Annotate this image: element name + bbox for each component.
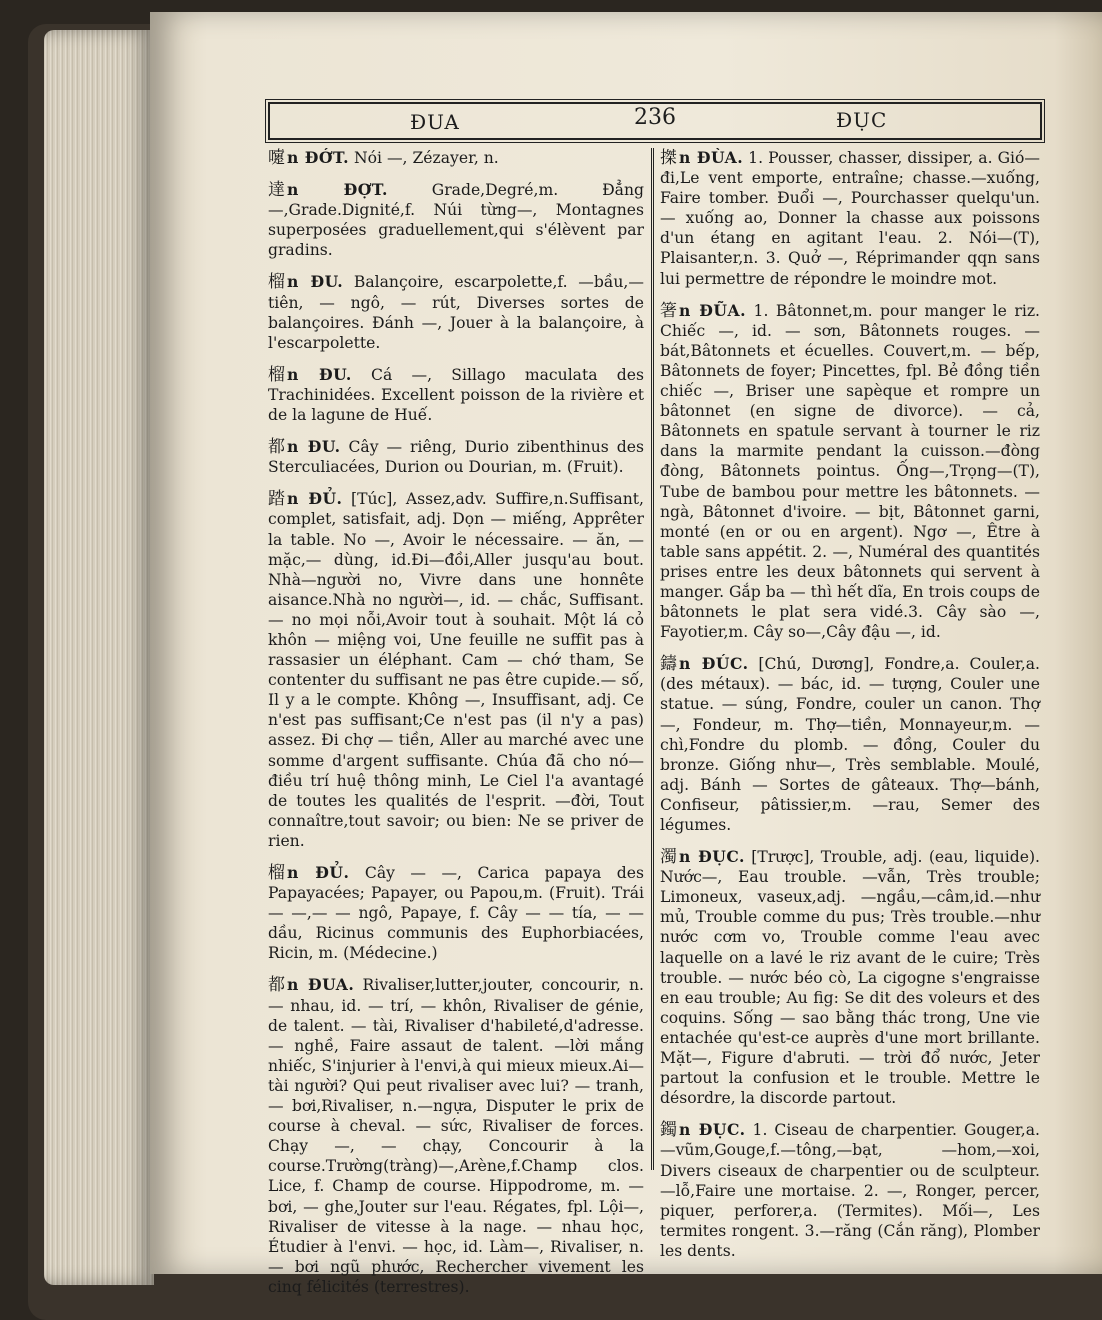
definition: Cá —, Sillago maculata des Trachinidées. Excellent poisson de la rivière et de la lagune de Huế. [268,365,644,425]
headword: n ĐÚC. [679,654,749,674]
headword: n ĐỤC. [679,847,745,867]
headword: n ĐU. [287,437,341,457]
headword: n ĐỚT. [287,148,350,167]
headword: n ĐÙA. [679,148,744,167]
headword: n ĐU. [287,272,344,292]
headword: n ĐỢT. [287,180,388,200]
running-header [268,102,1042,140]
page-number: 236 [634,105,676,130]
chinese-character: 榴 [268,364,285,385]
header-left-word: ĐUA [410,110,460,134]
headword: n ĐỦ. [287,489,343,509]
header-right-word: ĐỤC [836,108,888,132]
chinese-character: 都 [268,437,285,458]
right-column [660,148,1040,1273]
chinese-character: 濁 [660,847,677,868]
dictionary-entry [660,847,1040,1108]
dictionary-entry [660,301,1040,643]
definition: [Trược], Trouble, adj. (eau, liquide). Nước—, Eau trouble. —vẫn, Très trouble; Limoneux, vaseux,adj. —ngầu,—câm,id.—như mủ, Trouble comme du pus; Très trouble.—như nước cơm vo, Trouble comme l'eau avec laquelle on a lavé le riz avant de le cuire; Très trouble. — nước béo cò, La cigogne s'engraisse en eau trouble; Au fig: Se dit des voleurs et des coquins. Sống — sao bằng thác trong, Une vie entachée qu'est-ce auprès d'une mort brillante. Mặt—, Figure d'abruti. — trời đổ nước, Jeter partout la confusion et le trouble. Mettre le désordre, la discorde partout. [660,848,1040,1108]
definition: Cây — —, Carica papaya des Papayacées; Papayer, ou Papou,m. (Fruit). Trái— —,— — ngô, Papaye, f. Cây — — tía, — — dầu, Ricinus communis des Euphorbiacées, Ricin, m. (Médecine.) [268,864,644,963]
dictionary-entry [268,489,644,851]
page-edges [44,30,154,1285]
left-column [268,148,644,1309]
chinese-character: 鐲 [660,1120,677,1141]
dictionary-entry [268,437,644,477]
dictionary-entry [268,975,644,1297]
column-divider [651,148,654,1170]
headword: n ĐỤC. [679,1120,746,1140]
definition: 1. Ciseau de charpentier. Gouger,a. —vũm,Gouge,f.—tông,—bạt, —hom,—xoi, Divers ciseaux de charpentier ou de sculpteur.—lỗ,Faire une mortaise. 2. —, Ronger, percer, piquer, perforer,a. (Termites). Mối—, Les termites rongent. 3.—răng (Cắn răng), Plomber les dents. [660,1121,1040,1260]
definition: [Chú, Dương], Fondre,a. Couler,a. (des métaux). — bác, id. — tượng, Couler une statue. — súng, Fondre, couler un canon. Thợ —, Fondeur, m. Thợ—tiền, Monnayeur,m. —chì,Fondre du plomb. — đồng, Couler du bronze. Giống như—, Très semblable. Moulé, adj. Bánh — Sortes de gâteaux. Thợ—bánh, Confiseur, pâtissier,m. —rau, Semer des légumes. [660,655,1040,834]
chinese-character: 嚔 [268,148,285,168]
headword: n ĐU. [287,364,352,384]
definition: Grade,Degré,m. Đẳng—,Grade.Dignité,f. Núi từng—, Montagnes superposées graduellement,qui s'élèvent par gradins. [268,181,644,260]
definition: Nói —, Zézayer, n. [353,149,499,167]
chinese-character: 搩 [660,148,677,168]
headword: n ĐUA. [287,975,355,995]
definition: Balançoire, escarpolette,f. —bầu,—tiên, — ngô, — rút, Diverses sortes de balançoires. Đánh —, Jouer à la balançoire, à l'escarpolette. [268,273,644,352]
dictionary-entry [268,148,644,168]
definition: 1. Bâtonnet,m. pour manger le riz. Chiếc —, id. — sơn, Bâtonnets rouges. — bát,Bâtonnets et écuelles. Couvert,m. — bếp, Bâtonnets de foyer; Pincettes, fpl. Bẻ đồng tiền chiếc —, Briser une sapèque et rompre un bâtonnet (en signe de divorce). — cả, Bâtonnets en spatule servant à tourner le riz dans la marmite pendant la cuisson.—đòng đòng, Bâtonnets pointus. Ống—,Trọng—(T), Tube de bambou pour mettre les bâtonnets. — ngà, Bâtonnet d'ivoire. — bịt, Bâtonnet garni, monté (en or ou en argent). Ngơ —, Être à table sans appétit. 2. —, Numéral des quantités prises entre les deux bâtonnets qui servent à manger. Gắp ba — thì hết dĩa, En trois coups de bâtonnets le plat sera vidé.3. Cây sào —, Fayotier,m. Cây so—,Cây đậu —, id. [660,301,1040,642]
dictionary-entry [660,148,1040,289]
dictionary-entry [268,272,644,352]
definition: [Túc], Assez,adv. Suffire,n.Suffisant, complet, satisfait, adj. Dọn — miếng, Apprêter la table. No —, Avoir le nécessaire. — ăn, — mặc,— dùng, id.Đi—đồi,Aller jusqu'au bout. Nhà—người no, Vivre dans une honnête aisance.Nhà no người—, id. — chắc, Suffisant. — no mọi nỗi,Avoir tout à souhait. Một lá cỏ khôn — miệng voi, Une feuille ne suffit pas à rassasier un éléphant. Cam — chớ tham, Se contenter du suffisant ne pas être cupide.— số, Il y a le compte. Không —, Insuffisant, adj. Ce n'est pas suffisant;Ce n'est pas (il n'y a pas) assez. Đi chợ — tiền, Aller au marché avec une somme d'argent suffisante. Chúa đã cho nó—điều trí huệ thông minh, Le Ciel l'a avantagé de toutes les qualités de l'esprit. —đời, Tout connaître,tout savoir; ou bien: Ne se priver de rien. [268,490,644,850]
dictionary-entry [268,863,644,963]
chinese-character: 鑄 [660,654,677,675]
chinese-character: 都 [268,975,285,996]
definition: 1. Pousser, chasser, dissiper, a. Gió—đi,Le vent emporte, entraîne; chasse.—xuống, Faire tomber. Đuổi —, Pourchasser quelqu'un. — xuống ao, Donner la chasse aux poissons d'un étang en agitant l'eau. 2. Nói—(T), Plaisanter,n. 3. Quở —, Réprimander qqn sans lui permettre de répondre le moindre mot. [660,149,1040,288]
chinese-character: 達 [268,180,285,201]
definition: Cây — riêng, Durio zibenthinus des Sterculiacées, Durion ou Dourian, m. (Fruit). [268,438,644,477]
chinese-character: 榴 [268,272,285,293]
chinese-character: 箸 [660,300,677,321]
headword: n ĐŨA. [679,300,747,320]
dictionary-entry [268,180,644,260]
definition: Rivaliser,lutter,jouter, concourir, n. — nhau, id. — trí, — khôn, Rivaliser de génie, de talent. — tài, Rivaliser d'habileté,d'adresse. — nghề, Faire assaut de talent. —lời mắng nhiếc, S'injurier à l'envi,à qui mieux mieux.Ai—tài người? Qui peut rivaliser avec lui? — tranh, — bơi,Rivaliser, n.—ngựa, Disputer le prix de course à cheval. — sức, Rivaliser de forces. Chạy —, — chạy, Concourir à la course.Trường(tràng)—,Arène,f.Champ clos. Lice, f. Champ de course. Hippodrome, m. — bơi, — ghe,Jouter sur l'eau. Régates, fpl. Lội—, Rivaliser de vitesse à la nage. — nhau học, Étudier à l'envi. — học, id. Làm—, Rivaliser, n. — bơi ngũ phước, Rechercher vivement les cinq félicités (terrestres). [268,976,644,1296]
chinese-character: 榴 [268,863,285,883]
dictionary-entry [660,1120,1040,1261]
dictionary-entry [660,654,1040,835]
headword: n ĐỦ. [287,863,350,882]
chinese-character: 踏 [268,489,285,510]
dictionary-entry [268,365,644,425]
